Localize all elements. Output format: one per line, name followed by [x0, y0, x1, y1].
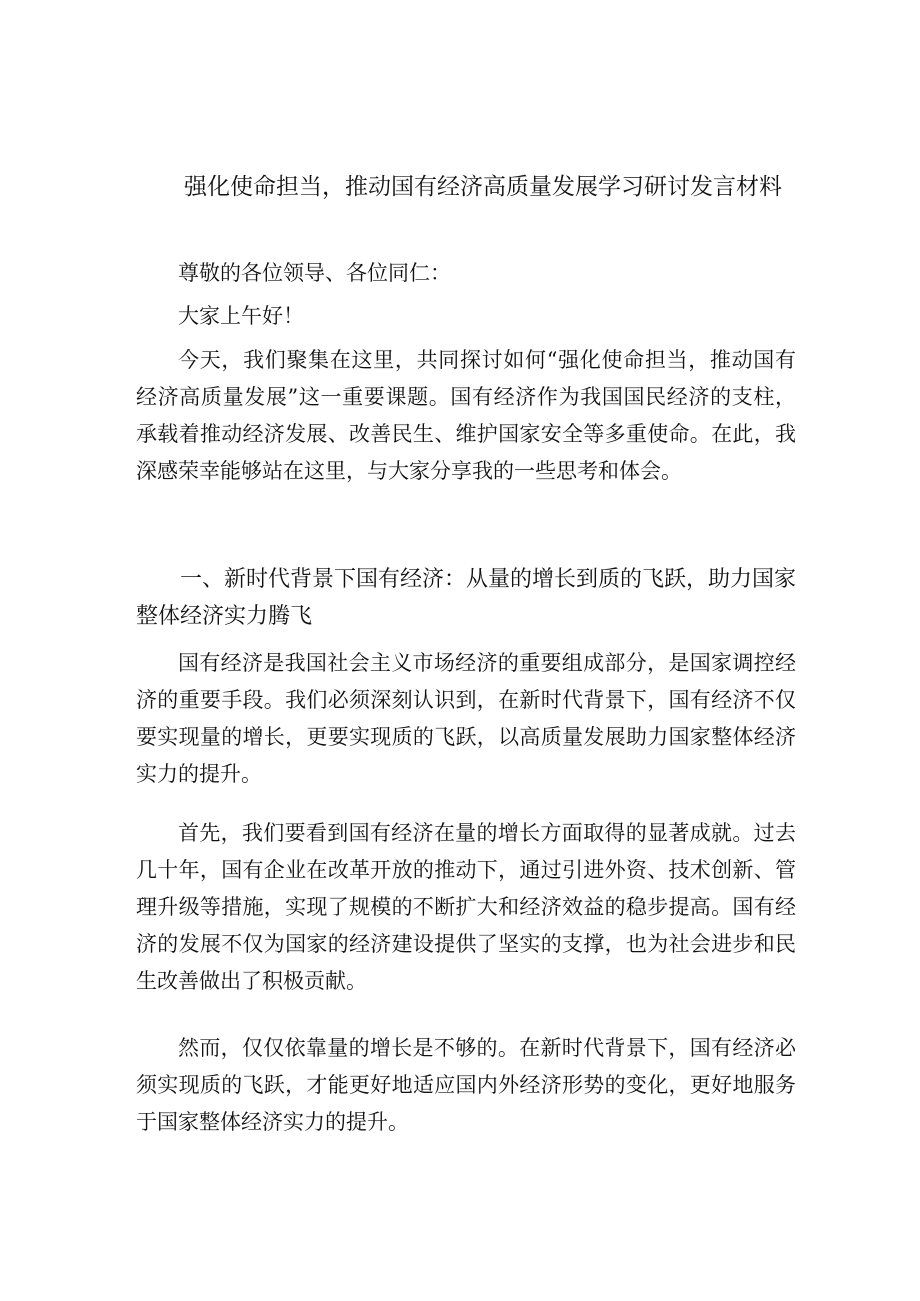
greeting-line: 尊敬的各位领导、各位同仁： — [178, 261, 451, 285]
body-paragraph: 然而，仅仅依靠量的增长是不够的。在新时代背景下，国有经济必须实现质的飞跃，才能更好地适应国内外经济形势的变化，更好地服务于国家整体经济实力的提升。 — [136, 1036, 796, 1134]
document-title: 强化使命担当，推动国有经济高质量发展学习研讨发言材料 — [184, 174, 782, 200]
section-heading: 一、新时代背景下国有经济：从量的增长到质的飞跃，助力国家整体经济实力腾飞 — [136, 567, 797, 629]
salutation-line: 大家上午好！ — [178, 304, 304, 328]
body-paragraph: 首先，我们要看到国有经济在量的增长方面取得的显著成就。过去几十年，国有企业在改革开放的推动下，通过引进外资、技术创新、管理升级等措施，实现了规模的不断扩大和经济效益的稳步提高。国有经济的发展不仅为国家的经济建设提供了坚实的支撑，也为社会进步和民生改善做出了积极贡献。 — [136, 821, 796, 993]
body-paragraph: 国有经济是我国社会主义市场经济的重要组成部分，是国家调控经济的重要手段。我们必须深刻认识到，在新时代背景下，国有经济不仅要实现量的增长，更要实现质的飞跃，以高质量发展助力国家整体经济实力的提升。 — [136, 651, 796, 786]
intro-paragraph: 今天，我们聚集在这里，共同探讨如何“强化使命担当，推动国有经济高质量发展”这一重要课题。国有经济作为我国国民经济的支柱，承载着推动经济发展、改善民生、维护国家安全等多重使命。在此，我深感荣幸能够站在这里，与大家分享我的一些思考和体会。 — [136, 348, 796, 483]
